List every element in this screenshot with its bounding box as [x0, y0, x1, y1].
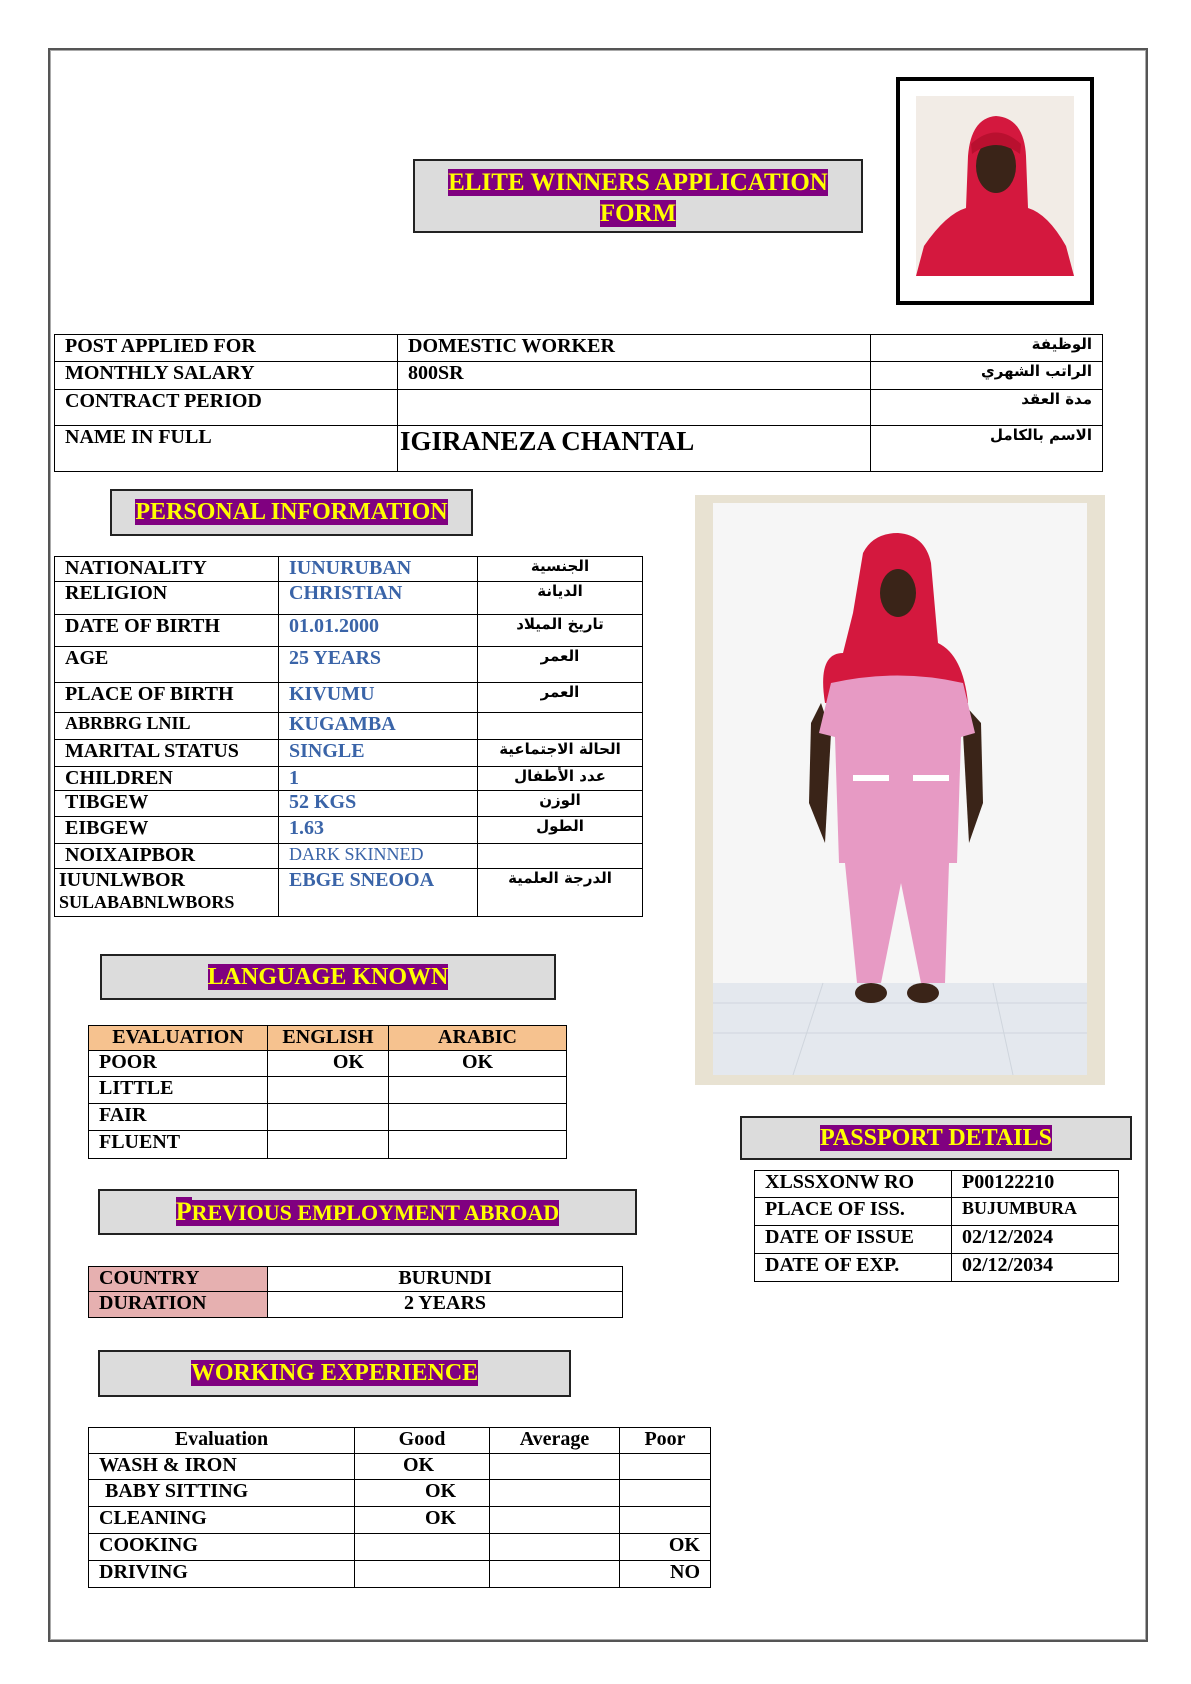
children-arabic: عدد الأطفال [478, 767, 643, 791]
table-header-row [89, 1428, 711, 1454]
weight-arabic: الوزن [478, 791, 643, 817]
table-row [55, 426, 1103, 472]
english-value [268, 1104, 389, 1131]
title-line-2: FORM [599, 200, 677, 227]
table-row [755, 1226, 1119, 1254]
table-row [55, 740, 643, 767]
table-row [89, 1534, 711, 1561]
marital-status-arabic: الحالة الاجتماعية [478, 740, 643, 767]
previous-employment-heading-text [175, 1197, 560, 1226]
personal-info-heading [110, 489, 473, 536]
experience-poor: OK [620, 1534, 711, 1561]
experience-average [490, 1534, 620, 1561]
experience-poor [620, 1480, 711, 1507]
passport-number-value: P00122210 [952, 1171, 1119, 1198]
table-row [55, 647, 643, 683]
table-row [55, 335, 1103, 362]
salary-value: 800SR [398, 362, 871, 390]
experience-average [490, 1480, 620, 1507]
children-label: CHILDREN [55, 767, 279, 791]
arabic-value [389, 1131, 567, 1159]
dob-label: DATE OF BIRTH [55, 615, 279, 647]
table-row [55, 557, 643, 582]
personal-info-heading-text: PERSONAL INFORMATION [135, 499, 448, 525]
place-of-issue-value: BUJUMBURA [952, 1198, 1119, 1226]
education-value: EBGE SNEOOA [279, 869, 478, 917]
table-row [55, 817, 643, 844]
dob-value: 01.01.2000 [279, 615, 478, 647]
experience-task: DRIVING [89, 1561, 355, 1588]
table-row [89, 1292, 623, 1318]
experience-task: CLEANING [89, 1507, 355, 1534]
complexion-label: NOIXAIPBOR [55, 844, 279, 869]
children-value: 1 [279, 767, 478, 791]
complexion-value: DARK SKINNED [279, 844, 478, 869]
table-row [89, 1480, 711, 1507]
table-header-row [89, 1026, 567, 1051]
post-arabic: الوظيفة [871, 335, 1103, 362]
education-label [55, 869, 279, 917]
dob-arabic: تاريخ الميلاد [478, 615, 643, 647]
table-row [755, 1254, 1119, 1282]
experience-poor [620, 1454, 711, 1480]
residence-value: KUGAMBA [279, 713, 478, 740]
post-value: DOMESTIC WORKER [398, 335, 871, 362]
complexion-arabic [478, 844, 643, 869]
nationality-value: IUNURUBAN [279, 557, 478, 582]
nationality-arabic: الجنسية [478, 557, 643, 582]
experience-good [355, 1561, 490, 1588]
contract-label: CONTRACT PERIOD [55, 390, 398, 426]
language-heading-text: LANGUAGE KNOWN [207, 964, 449, 990]
marital-status-value: SINGLE [279, 740, 478, 767]
language-heading [100, 954, 556, 1000]
religion-value: CHRISTIAN [279, 582, 478, 615]
experience-average [490, 1561, 620, 1588]
education-label-line-1: IUUNLWBOR [59, 869, 185, 891]
religion-label: RELIGION [55, 582, 279, 615]
english-value: OK [268, 1051, 389, 1077]
duration-value: 2 YEARS [268, 1292, 623, 1318]
education-label-line-2: SULABABNLWBORS [59, 892, 235, 912]
marital-status-label: MARITAL STATUS [55, 740, 279, 767]
date-of-expiry-label: DATE OF EXP. [755, 1254, 952, 1282]
name-value: IGIRANEZA CHANTAL [398, 426, 871, 472]
place-of-issue-label: PLACE OF ISS. [755, 1198, 952, 1226]
height-value: 1.63 [279, 817, 478, 844]
passport-number-label: XLSSXONW RO [755, 1171, 952, 1198]
table-row [89, 1454, 711, 1480]
religion-arabic: الديانة [478, 582, 643, 615]
full-body-photo-frame [695, 495, 1105, 1085]
experience-poor: NO [620, 1561, 711, 1588]
portrait-photo [916, 96, 1074, 276]
table-row [755, 1198, 1119, 1226]
name-label: NAME IN FULL [55, 426, 398, 472]
language-table [88, 1025, 567, 1159]
name-arabic: الاسم بالكامل [871, 426, 1103, 472]
weight-label: TIBGEW [55, 791, 279, 817]
experience-task: COOKING [89, 1534, 355, 1561]
language-header-evaluation: EVALUATION [89, 1026, 268, 1051]
table-row [55, 615, 643, 647]
duration-label: DURATION [89, 1292, 268, 1318]
salary-arabic: الراتب الشهري [871, 362, 1103, 390]
previous-employment-heading [98, 1189, 637, 1235]
age-arabic: العمر [478, 647, 643, 683]
age-label: AGE [55, 647, 279, 683]
table-row [55, 683, 643, 713]
english-value [268, 1077, 389, 1104]
place-of-birth-value: KIVUMU [279, 683, 478, 713]
portrait-photo-frame [896, 77, 1094, 305]
experience-header-poor: Poor [620, 1428, 711, 1454]
table-row [89, 1051, 567, 1077]
personal-info-table [54, 556, 643, 917]
table-row [55, 844, 643, 869]
nationality-label: NATIONALITY [55, 557, 279, 582]
form-title [413, 159, 863, 233]
language-header-english: ENGLISH [268, 1026, 389, 1051]
heading-rest: REVIOUS EMPLOYMENT ABROAD [191, 1200, 560, 1225]
language-level: POOR [89, 1051, 268, 1077]
post-table [54, 334, 1103, 472]
experience-good: OK [355, 1507, 490, 1534]
country-value: BURUNDI [268, 1267, 623, 1292]
experience-header-average: Average [490, 1428, 620, 1454]
language-header-arabic: ARABIC [389, 1026, 567, 1051]
table-row [755, 1171, 1119, 1198]
country-label: COUNTRY [89, 1267, 268, 1292]
experience-good: OK [355, 1454, 490, 1480]
table-row [89, 1507, 711, 1534]
residence-arabic [478, 713, 643, 740]
salary-label: MONTHLY SALARY [55, 362, 398, 390]
passport-heading [740, 1116, 1132, 1160]
experience-header-good: Good [355, 1428, 490, 1454]
experience-task: BABY SITTING [89, 1480, 355, 1507]
table-row [89, 1561, 711, 1588]
language-level: FAIR [89, 1104, 268, 1131]
language-level: LITTLE [89, 1077, 268, 1104]
full-body-photo [713, 503, 1087, 1075]
education-arabic: الدرجة العلمية [478, 869, 643, 917]
working-experience-heading [98, 1350, 571, 1397]
residence-label: ABRBRG LNIL [55, 713, 279, 740]
passport-heading-text: PASSPORT DETAILS [820, 1125, 1052, 1151]
date-of-issue-label: DATE OF ISSUE [755, 1226, 952, 1254]
title-line-1: ELITE WINNERS APPLICATION [448, 169, 828, 196]
passport-table [754, 1170, 1119, 1282]
post-label: POST APPLIED FOR [55, 335, 398, 362]
table-row [55, 362, 1103, 390]
date-of-issue-value: 02/12/2024 [952, 1226, 1119, 1254]
table-row [89, 1104, 567, 1131]
table-row [55, 713, 643, 740]
place-of-birth-label: PLACE OF BIRTH [55, 683, 279, 713]
table-row [89, 1267, 623, 1292]
experience-good: OK [355, 1480, 490, 1507]
height-arabic: الطول [478, 817, 643, 844]
table-row [89, 1131, 567, 1159]
heading-initial: P [175, 1197, 192, 1226]
experience-average [490, 1454, 620, 1480]
table-row [89, 1077, 567, 1104]
table-row [55, 791, 643, 817]
previous-employment-table [88, 1266, 623, 1318]
contract-arabic: مدة العقد [871, 390, 1103, 426]
weight-value: 52 KGS [279, 791, 478, 817]
experience-task: WASH & IRON [89, 1454, 355, 1480]
table-row [55, 767, 643, 791]
working-experience-table [88, 1427, 711, 1588]
height-label: EIBGEW [55, 817, 279, 844]
contract-value [398, 390, 871, 426]
arabic-value [389, 1077, 567, 1104]
arabic-value [389, 1104, 567, 1131]
table-row [55, 582, 643, 615]
experience-good [355, 1534, 490, 1561]
experience-header-evaluation: Evaluation [89, 1428, 355, 1454]
age-value: 25 YEARS [279, 647, 478, 683]
language-level: FLUENT [89, 1131, 268, 1159]
english-value [268, 1131, 389, 1159]
place-of-birth-arabic: العمر [478, 683, 643, 713]
table-row [55, 869, 643, 917]
working-experience-heading-text: WORKING EXPERIENCE [190, 1360, 479, 1386]
date-of-expiry-value: 02/12/2034 [952, 1254, 1119, 1282]
arabic-value: OK [389, 1051, 567, 1077]
experience-poor [620, 1507, 711, 1534]
table-row [55, 390, 1103, 426]
experience-average [490, 1507, 620, 1534]
